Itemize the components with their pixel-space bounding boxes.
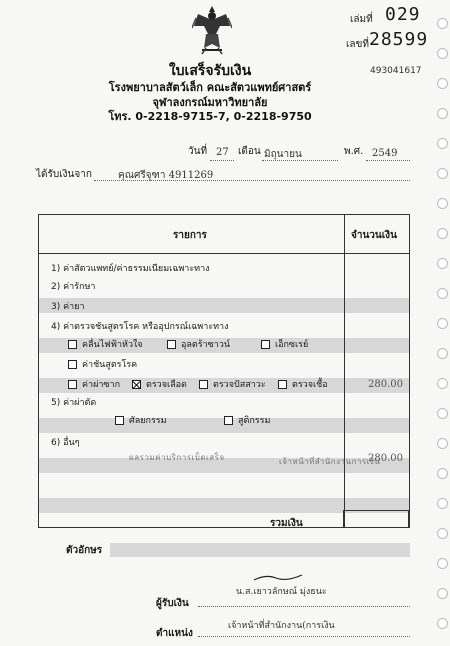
checkbox[interactable] xyxy=(167,340,176,349)
shade-band xyxy=(39,298,409,313)
month-value: มิถุนายน xyxy=(264,149,302,160)
position-value: เจ้าหน้าที่สำนักงาน(การเงิน xyxy=(228,621,335,631)
item-vet-fee: 1) ค่าสัตวแพทย์/ค่าธรรมเนียมเฉพาะทาง xyxy=(51,264,210,274)
check-culture[interactable]: ตรวจเชื้อ xyxy=(278,377,328,391)
checkbox[interactable] xyxy=(199,380,208,389)
position-label: ตำแหน่ง xyxy=(156,628,193,639)
org-line2: จุฬาลงกรณ์มหาวิทยาลัย xyxy=(152,96,268,109)
check-ecg[interactable]: คลื่นไฟฟ้าหัวใจ xyxy=(68,337,143,351)
check-necropsy[interactable]: ค่าผ่าซาก xyxy=(68,377,120,391)
total-amount-box xyxy=(343,510,409,528)
check-surgery[interactable]: ศัลยกรรม xyxy=(115,413,167,427)
checkbox[interactable] xyxy=(68,380,77,389)
checkbox[interactable] xyxy=(278,380,287,389)
serial-number: 493041617 xyxy=(370,66,422,76)
letters-label: ตัวอักษร xyxy=(66,545,103,556)
checkbox[interactable] xyxy=(261,340,270,349)
received-from-label: ได้รับเงินจาก xyxy=(36,169,92,180)
amount-in-words-field xyxy=(110,543,410,557)
book-number: 029 xyxy=(385,4,421,25)
header-items: รายการ xyxy=(173,230,207,241)
check-blood-test[interactable]: ตรวจเลือด xyxy=(132,377,187,391)
day-label: วันที่ xyxy=(188,146,208,157)
check-xray[interactable]: เอ็กซเรย์ xyxy=(261,337,308,351)
checkbox[interactable] xyxy=(115,416,124,425)
item-medicine: 3) ค่ายา xyxy=(51,302,85,312)
year-label: พ.ศ. xyxy=(344,146,364,157)
month-label: เดือน xyxy=(238,146,261,157)
item-lab-tests: 4) ค่าตรวจชันสูตรโรค หรืออุปกรณ์เฉพาะทาง xyxy=(51,322,229,332)
checkbox[interactable] xyxy=(68,360,77,369)
received-from-value: คุณศรีจุฑา 4911269 xyxy=(118,170,214,181)
book-label: เล่มที่ xyxy=(350,14,373,25)
org-phone: โทร. 0-2218-9715-7, 0-2218-9750 xyxy=(108,110,312,123)
checkbox-checked[interactable] xyxy=(132,380,141,389)
check-necropsy-test[interactable]: ค่าชันสูตรโรค xyxy=(68,357,137,371)
item-treatment: 2) ค่ารักษา xyxy=(51,282,96,292)
items-table xyxy=(38,214,410,528)
item-other: 6) อื่นๆ xyxy=(51,438,80,448)
garuda-emblem-icon xyxy=(192,4,232,56)
page-title: ใบเสร็จรับเงิน xyxy=(168,63,252,79)
faint-text-right: เจ้าหน้าที่สำนักงานการเงิน xyxy=(279,457,381,466)
day-value: 27 xyxy=(216,147,229,158)
item-surgery: 5) ค่าผ่าตัด xyxy=(51,398,97,408)
payee-label: ผู้รับเงิน xyxy=(156,598,189,609)
check-sterilization[interactable]: สูติกรรม xyxy=(224,413,270,427)
org-line1: โรงพยาบาลสัตว์เล็ก คณะสัตวแพทย์ศาสตร์ xyxy=(108,81,312,94)
header-amount: จำนวนเงิน xyxy=(351,230,397,241)
year-value: 2549 xyxy=(372,148,398,159)
amount-other: 280.00 xyxy=(368,453,403,464)
checkbox[interactable] xyxy=(224,416,233,425)
receipt-number: 28599 xyxy=(369,29,429,50)
total-label: รวมเงิน xyxy=(270,518,303,529)
check-urine-test[interactable]: ตรวจปัสสาวะ xyxy=(199,377,266,391)
checkbox[interactable] xyxy=(68,340,77,349)
amount-blood-test: 280.00 xyxy=(368,379,403,390)
binder-holes xyxy=(436,0,448,646)
number-label: เลขที่ xyxy=(346,39,369,50)
payee-name: น.ส.เยาวลักษณ์ มุ่งธนะ xyxy=(236,587,327,597)
faint-text-left: ผลรวมค่าบริการเบ็ดเสร็จ xyxy=(129,453,225,462)
check-ultrasound[interactable]: อุลตร้าซาวน์ xyxy=(167,337,230,351)
signature xyxy=(252,572,304,582)
